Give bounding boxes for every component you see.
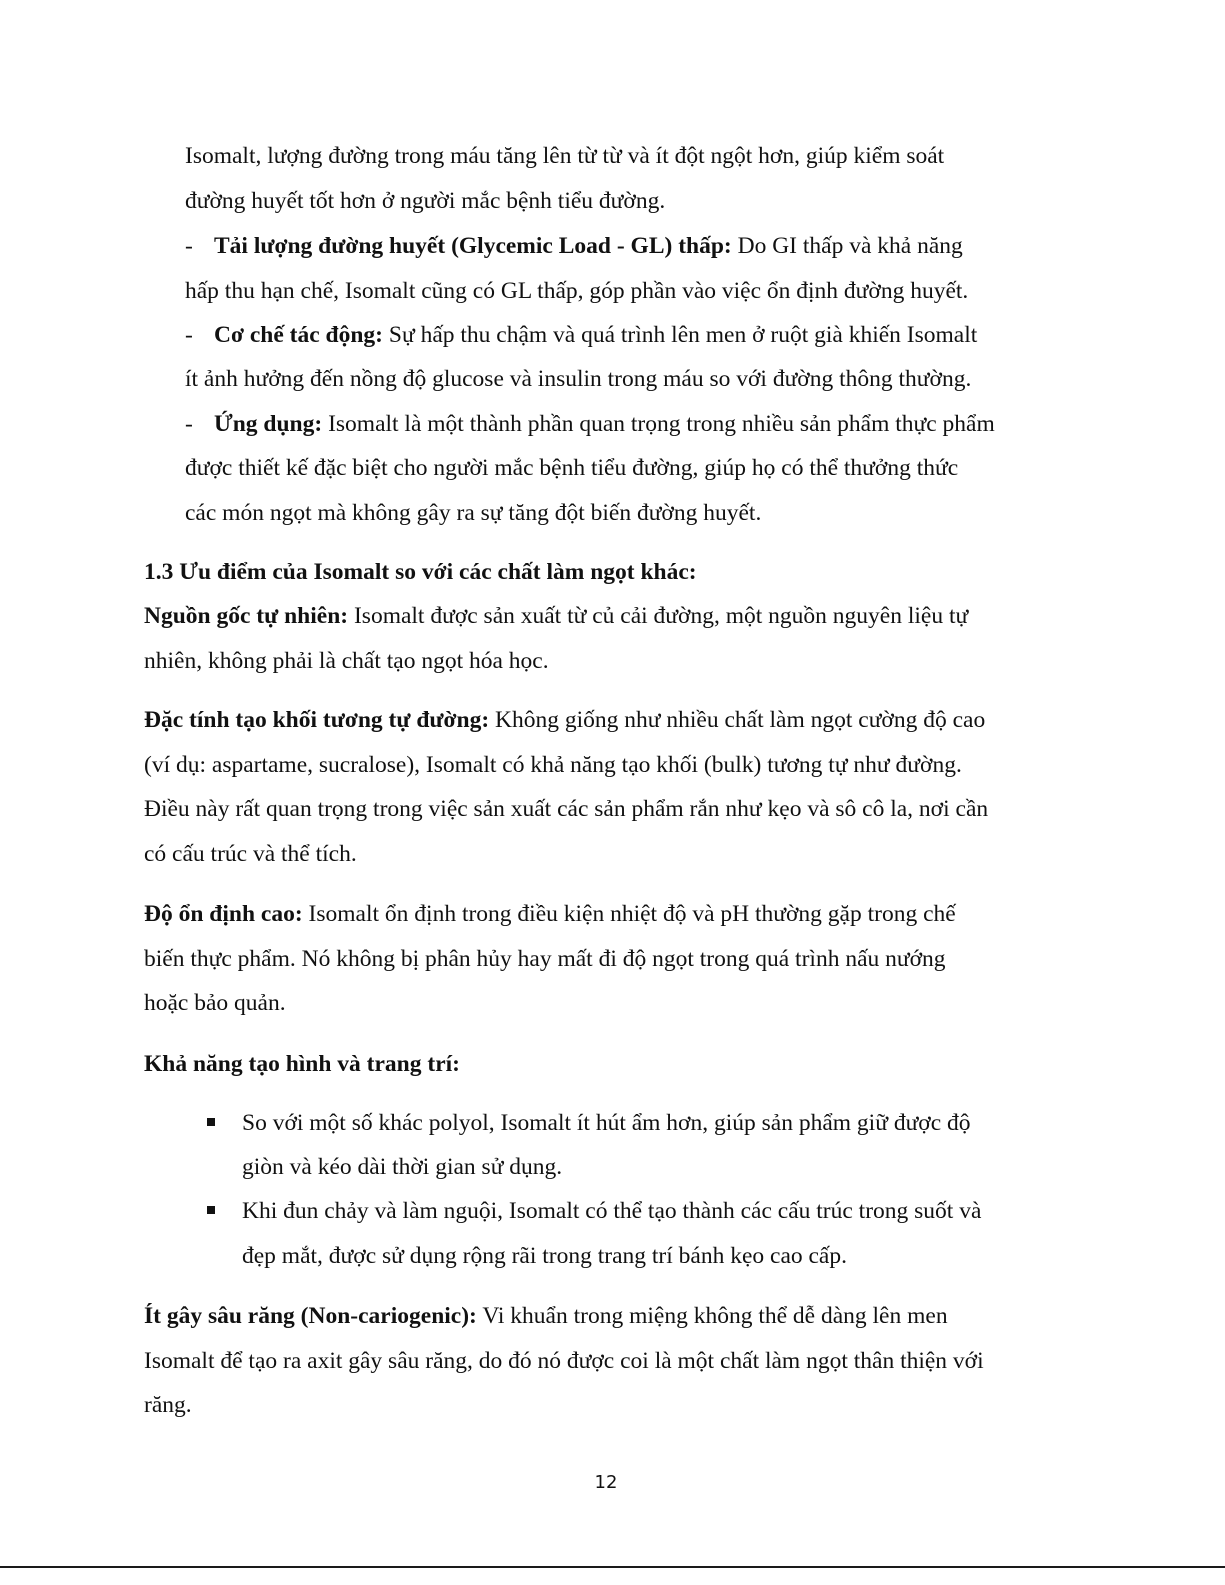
dash-marker: -: [185, 322, 193, 348]
dash-item-label: Ứng dụng:: [214, 411, 323, 437]
paragraph-label: Ít gây sâu răng (Non-cariogenic):: [144, 1303, 477, 1329]
paragraph-label: Đặc tính tạo khối tương tự đường:: [144, 707, 490, 733]
paragraph-line: (ví dụ: aspartame, sucralose), Isomalt có khả năng tạo khối (bulk) tương tự như đường.: [144, 752, 962, 778]
bullet-item: Khi đun chảy và làm nguội, Isomalt có thể tạo thành các cấu trúc trong suốt và: [242, 1198, 982, 1224]
square-bullet-icon: [207, 1206, 215, 1214]
continuation-line-1: Isomalt, lượng đường trong máu tăng lên từ từ và ít đột ngột hơn, giúp kiểm soát: [185, 143, 945, 169]
square-bullet-icon: [207, 1118, 215, 1126]
paragraph-line: răng.: [144, 1392, 192, 1418]
dash-item-line: ít ảnh hưởng đến nồng độ glucose và insulin trong máu so với đường thông thường.: [185, 366, 972, 392]
bullet-item: So với một số khác polyol, Isomalt ít hút ẩm hơn, giúp sản phẩm giữ được độ: [242, 1110, 971, 1136]
page-bottom-border: [0, 1566, 1225, 1568]
paragraph-dental: Ít gây sâu răng (Non-cariogenic): Vi khuẩn trong miệng không thể dễ dàng lên men: [144, 1303, 948, 1329]
bullet-item-line: giòn và kéo dài thời gian sử dụng.: [242, 1154, 563, 1180]
bullet-item-line: đẹp mắt, được sử dụng rộng rãi trong trang trí bánh kẹo cao cấp.: [242, 1243, 847, 1269]
section-heading: 1.3 Ưu điểm của Isomalt so với các chất làm ngọt khác:: [144, 559, 697, 585]
dash-item-line: được thiết kế đặc biệt cho người mắc bệnh tiểu đường, giúp họ có thể thưởng thức: [185, 455, 959, 481]
dash-item-mechanism: Cơ chế tác động: Sự hấp thu chậm và quá trình lên men ở ruột già khiến Isomalt: [214, 322, 978, 348]
dash-item-line: các món ngọt mà không gây ra sự tăng đột biến đường huyết.: [185, 500, 762, 526]
paragraph-label: Nguồn gốc tự nhiên:: [144, 603, 349, 629]
dash-marker: -: [185, 233, 193, 259]
page-number: 12: [594, 1472, 618, 1493]
paragraph-line: Điều này rất quan trọng trong việc sản xuất các sản phẩm rắn như kẹo và sô cô la, nơi cần: [144, 796, 989, 822]
paragraph-label: Độ ổn định cao:: [144, 901, 303, 927]
paragraph-line: Isomalt để tạo ra axit gây sâu răng, do đó nó được coi là một chất làm ngọt thân thiện với: [144, 1348, 984, 1374]
paragraph-shaping: Khả năng tạo hình và trang trí:: [144, 1051, 460, 1077]
paragraph-stability: Độ ổn định cao: Isomalt ổn định trong điều kiện nhiệt độ và pH thường gặp trong chế: [144, 901, 956, 927]
continuation-line-2: đường huyết tốt hơn ở người mắc bệnh tiểu đường.: [185, 188, 666, 214]
dash-item-line: hấp thu hạn chế, Isomalt cũng có GL thấp, góp phần vào việc ổn định đường huyết.: [185, 278, 969, 304]
paragraph-line: nhiên, không phải là chất tạo ngọt hóa học.: [144, 648, 549, 674]
dash-item-label: Cơ chế tác động:: [214, 322, 384, 348]
dash-item-application: Ứng dụng: Isomalt là một thành phần quan trọng trong nhiều sản phẩm thực phẩm: [214, 411, 995, 437]
paragraph-natural-origin: Nguồn gốc tự nhiên: Isomalt được sản xuất từ củ cải đường, một nguồn nguyên liệu tự: [144, 603, 969, 629]
dash-item-glycemic-load: Tải lượng đường huyết (Glycemic Load - GL) thấp: Do GI thấp và khả năng: [214, 233, 963, 259]
paragraph-line: biến thực phẩm. Nó không bị phân hủy hay mất đi độ ngọt trong quá trình nấu nướng: [144, 946, 946, 972]
paragraph-line: hoặc bảo quản.: [144, 990, 286, 1016]
paragraph-line: có cấu trúc và thể tích.: [144, 841, 357, 867]
dash-marker: -: [185, 411, 193, 437]
paragraph-bulk: Đặc tính tạo khối tương tự đường: Không giống như nhiều chất làm ngọt cường độ cao: [144, 707, 986, 733]
dash-item-label: Tải lượng đường huyết (Glycemic Load - GL) thấp:: [214, 233, 732, 259]
